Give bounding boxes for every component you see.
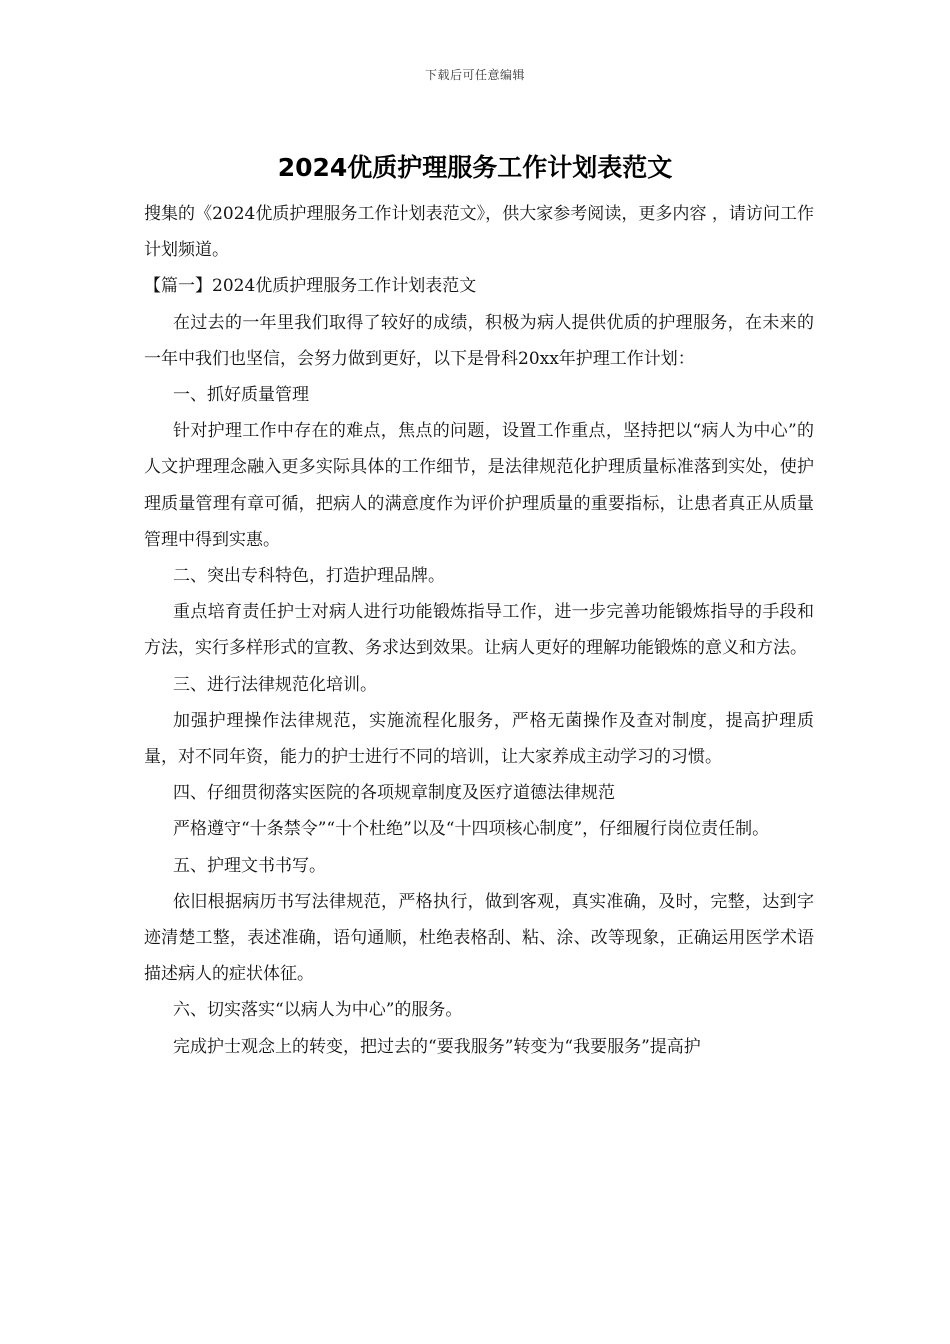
body-paragraph-4: 严格遵守“十条禁令”“十个杜绝”以及“十四项核心制度”，仔细履行岗位责任制。 <box>173 819 770 840</box>
document-body <box>144 196 814 1065</box>
section-heading-2: 二、突出专科特色，打造护理品牌。 <box>173 566 445 587</box>
header-note: 下载后可任意编辑 <box>424 68 525 82</box>
body-paragraph-intro: 在过去的一年里我们取得了较好的成绩，积极为病人提供优质的护理服务，在未来的一年中我们也坚信，会努力做到更好，以下是骨科20xx年护理工作计划： <box>144 312 814 369</box>
section-heading-6: 六、切实落实“以病人为中心”的服务。 <box>173 1000 463 1021</box>
body-paragraph-1: 针对护理工作中存在的难点，焦点的问题，设置工作重点，坚持把以“病人为中心”的人文护理理念融入更多实际具体的工作细节，是法律规范化护理质量标准落到实处，使护理质量管理有章可循，把病人的满意度作为评价护理质量的重要指标，让患者真正从质量管理中得到实惠。 <box>144 421 814 550</box>
section-heading-3: 三、进行法律规范化培训。 <box>173 674 377 695</box>
body-paragraph-3: 加强护理操作法律规范，实施流程化服务，严格无菌操作及查对制度，提高护理质量，对不同年资，能力的护士进行不同的培训，让大家养成主动学习的习惯。 <box>144 710 814 768</box>
section-tag: 【篇一】2024优质护理服务工作计划表范文 <box>144 276 477 297</box>
body-paragraph-2: 重点培育责任护士对病人进行功能锻炼指导工作，进一步完善功能锻炼指导的手段和方法，实行多样形式的宣教、务求达到效果。让病人更好的理解功能锻炼的意义和方法。 <box>144 602 814 659</box>
document-title: 2024优质护理服务工作计划表范文 <box>277 153 673 182</box>
intro-paragraph: 搜集的《2024优质护理服务工作计划表范文》，供大家参考阅读，更多内容 ，请访问工作计划频道。 <box>144 204 814 261</box>
section-heading-4: 四、仔细贯彻落实医院的各项规章制度及医疗道德法律规范 <box>173 783 615 804</box>
section-heading-5: 五、护理文书书写。 <box>173 855 326 876</box>
body-paragraph-6: 完成护士观念上的转变，把过去的“要我服务”转变为“我要服务”提高护 <box>173 1036 701 1057</box>
section-heading-1: 一、抓好质量管理 <box>173 385 309 406</box>
body-paragraph-5: 依旧根据病历书写法律规范，严格执行，做到客观，真实准确，及时，完整，达到字迹清楚工整，表述准确，语句通顺，杜绝表格刮、粘、涂、改等现象，正确运用医学术语描述病人的症状体征。 <box>144 891 814 985</box>
